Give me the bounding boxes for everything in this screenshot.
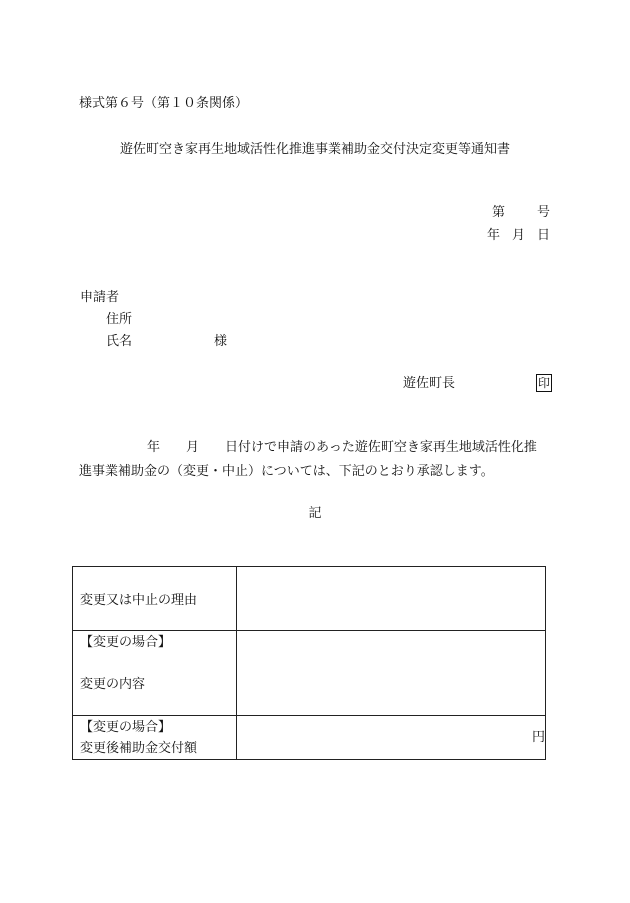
details-table <box>72 566 546 760</box>
grant-amount-label: 変更後補助金交付額 <box>80 741 198 756</box>
reason-label-cell <box>73 567 237 631</box>
issuer-title: 遊佐町長 <box>403 376 456 391</box>
change-case-tag: 【変更の場合】 <box>80 635 172 650</box>
change-content-value-cell <box>237 631 546 716</box>
reason-value-cell <box>237 567 546 631</box>
change-case-tag: 【変更の場合】 <box>80 720 172 735</box>
yen-unit: 円 <box>531 730 545 745</box>
reason-label: 変更又は中止の理由 <box>80 593 198 608</box>
issue-number <box>492 205 550 221</box>
grant-amount-value-cell <box>237 716 546 760</box>
change-content-label: 変更の内容 <box>80 677 146 692</box>
body-text-line2: 進事業補助金の（変更・中止）については、下記のとおり承認します。 <box>79 464 494 479</box>
issue-date <box>487 228 550 244</box>
seal-mark: 印 <box>537 376 550 390</box>
honorific: 様 <box>214 334 228 349</box>
body-text-line1 <box>147 440 537 456</box>
table-row <box>73 567 546 631</box>
grant-amount-label-cell <box>73 716 237 760</box>
table-row <box>73 631 546 716</box>
body-line1-rest: 日付けで申請のあった遊佐町空き家再生地域活性化推 <box>225 440 537 455</box>
issue-date-year: 年 <box>486 228 500 243</box>
name-label: 氏名 <box>106 334 133 349</box>
issue-date-month: 月 <box>511 228 525 243</box>
form-number: 様式第６号（第１０条関係） <box>79 96 249 111</box>
applicant-label: 申請者 <box>80 290 120 305</box>
table-row <box>73 716 546 760</box>
address-label: 住所 <box>106 312 133 327</box>
issue-date-day: 日 <box>536 228 550 243</box>
document-title: 遊佐町空き家再生地域活性化推進事業補助金交付決定変更等通知書 <box>119 142 510 157</box>
issue-number-prefix: 第 <box>491 205 505 220</box>
change-content-label-cell <box>73 631 237 716</box>
note-heading: 記 <box>308 506 322 521</box>
body-year: 年 <box>147 440 161 455</box>
body-month: 月 <box>186 440 200 455</box>
issue-number-suffix: 号 <box>536 205 550 220</box>
